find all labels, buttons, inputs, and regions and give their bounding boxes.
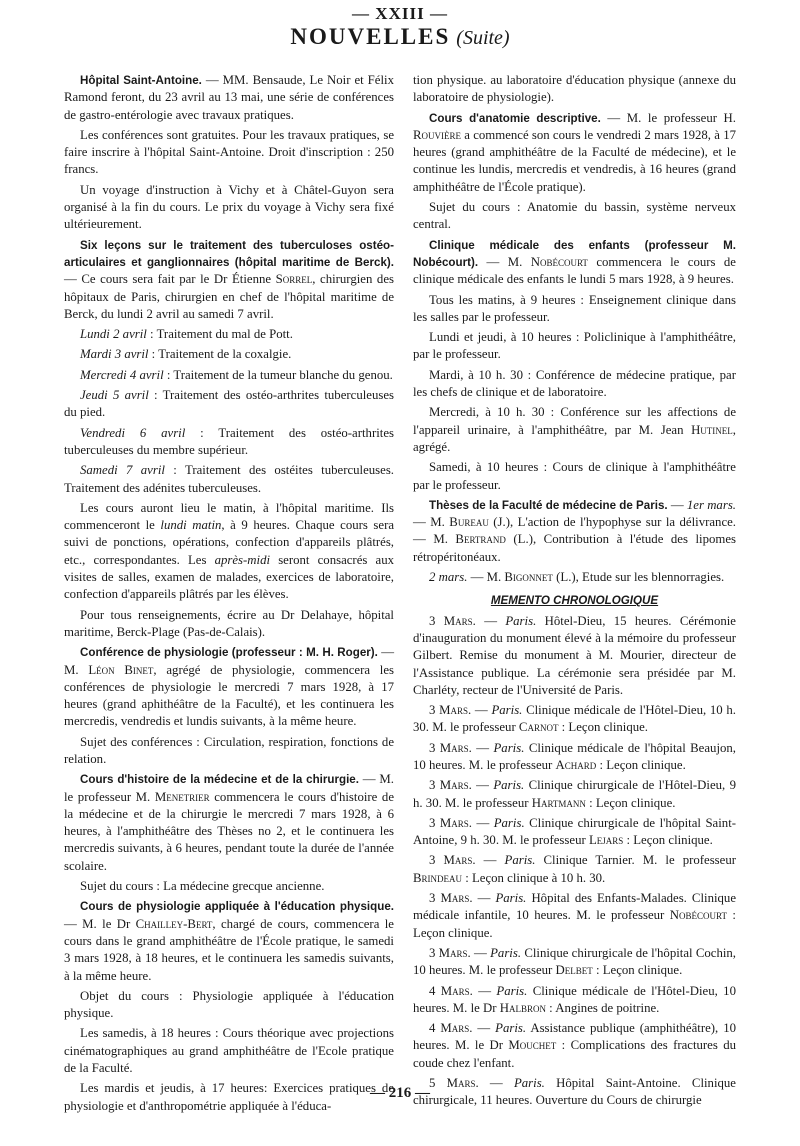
text: Clinique médicale de l'Hôtel-Dieu, 10 h. 30. M. le professeur [413, 703, 737, 735]
paragraph [64, 644, 394, 730]
text: a commencé son cours le vendredi 2 mars 1928, à 17 heures (grand amphithéâtre de la Faculté de médecine), et le continue les lundis, mercredis et vendredis, à 16 heures (grand amphithéâtre de l'École pratique). [413, 127, 736, 194]
text: : Complications des fractures du coude chez l'enfant. [413, 1038, 736, 1070]
text: — [471, 778, 494, 793]
text: : Leçon clinique. [585, 795, 676, 810]
person-name: Halbron [499, 1000, 546, 1015]
person-name: Brindeau [413, 870, 463, 885]
paragraph [413, 569, 736, 586]
schedule-date: Jeudi 5 avril [80, 388, 149, 403]
text: Clinique chirurgicale de l'hôpital Saint-Antoine, 9 h. 30. M. le professeur [413, 815, 737, 848]
paragraph [64, 237, 394, 323]
item-heading: Thèses de la Faculté de médecine de Paris. [429, 498, 668, 512]
schedule-line [64, 462, 394, 497]
emphasis: après-midi [214, 552, 271, 567]
text: — Ce cours sera fait par le Dr Étienne [64, 272, 276, 287]
person-name: Sorrel [275, 272, 313, 287]
text: — M. le professeur M. [64, 772, 395, 804]
text: Hôpital des Enfants-Malades. Clinique médicale infantile, 10 heures. M. le professeur [413, 891, 737, 923]
person-name: Bigonnet [504, 570, 553, 585]
entry-city: Paris. [495, 891, 527, 906]
paragraph: Pour tous renseignements, écrire au Dr Delahaye, hôpital maritime, Berck-Plage (Pas-de-Calais). [64, 607, 394, 639]
entry-date: 3 Mars. [429, 891, 473, 906]
person-name: Bertrand [455, 532, 506, 547]
entry-date: 3 Mars. [429, 613, 476, 628]
paragraph: Les samedis, à 18 heures : Cours théorique avec projections cinématographiques au grand amphithéâtre de l'Ecole pratique de la Faculté. [64, 1026, 394, 1076]
person-name: Nobécourt [669, 908, 727, 923]
text: : Leçon clinique à 10 h. 30. [462, 870, 606, 885]
text: — M. [413, 515, 450, 530]
memento-entry [413, 815, 736, 850]
text: seront consacrés aux visites de salles, examen de malades, exercices de laboratoire, confection d'appareils plâtrés par les élèves. [64, 552, 394, 602]
person-name: Hartmann [531, 795, 586, 810]
paragraph [413, 237, 736, 289]
text: — [471, 703, 492, 718]
schedule-line [64, 326, 394, 343]
memento-entry [413, 702, 736, 737]
text: — [470, 945, 491, 960]
entry-date: 3 Mars. [429, 815, 472, 830]
entry-date: 3 Mars. [429, 853, 476, 868]
text: Clinique chirurgicale de l'Hôtel-Dieu, 9 h. 30. M. le professeur [413, 778, 736, 810]
text: Hôpital Saint-Antoine. Clinique chirurgicale, 11 heures. Ouverture du Cours de chirurgie [413, 1076, 736, 1108]
text: Clinique médicale de l'Hôtel-Dieu, 10 heures. M. le Dr [413, 983, 736, 1015]
entry-date: 4 Mars. [429, 983, 473, 998]
text: — M. le professeur H. [600, 110, 736, 125]
section-title-main: NOUVELLES [290, 24, 451, 49]
text: : Leçon clinique. [596, 757, 686, 772]
text: , agrégé. [413, 422, 736, 454]
text: — [475, 853, 505, 868]
text: Assistance publique (amphithéâtre), 10 heures. M. le Dr [413, 1021, 736, 1053]
text: — M. [64, 645, 394, 677]
paragraph [413, 497, 736, 566]
schedule-date: Mardi 3 avril [80, 347, 149, 362]
entry-city: Paris. [490, 945, 522, 960]
person-name: Léon Binet [88, 662, 154, 677]
person-name: Rouvière [413, 127, 462, 142]
text: : Leçon clinique. [558, 720, 649, 735]
schedule-line [64, 367, 394, 384]
paragraph: Sujet du cours : Anatomie du bassin, système nerveux central. [413, 200, 736, 232]
entry-city: Paris. [496, 983, 528, 998]
text: : Traitement des ostéo-arthrites tuberculeuses du membre supérieur. [64, 425, 394, 457]
entry-date: 3 Mars. [429, 740, 472, 755]
memento-entry [413, 740, 736, 775]
person-name: Achard [555, 757, 597, 772]
item-heading: Hôpital Saint-Antoine. [80, 74, 202, 87]
person-name: Hutinel [691, 422, 733, 437]
entry-date: 3 Mars. [429, 945, 471, 960]
emphasis: lundi matin [160, 518, 222, 533]
paragraph: Sujet du cours : La médecine grecque ancienne. [80, 879, 325, 894]
paragraph [413, 110, 736, 196]
person-name: Menetrier [154, 789, 210, 804]
thesis-date: 1er mars. [686, 497, 736, 512]
memento-heading: MEMENTO CHRONOLOGIQUE [490, 594, 659, 608]
paragraph: Les conférences sont gratuites. Pour les travaux pratiques, se faire inscrire à l'hôpital Saint-Antoine. Droit d'inscription : 250 francs. [64, 127, 394, 177]
person-name: Carnot [518, 720, 559, 735]
text: , chirurgien des hôpitaux de Paris, chirurgien en chef de l'hôpital maritime de Berck, du lundi 2 avril au samedi 7 avril. [64, 272, 394, 321]
paragraph: Lundi et jeudi, à 10 heures : Policlinique à l'amphithéâtre, par le professeur. [413, 330, 736, 362]
schedule-date: Lundi 2 avril [80, 327, 147, 342]
text: commencera le cours d'histoire de la médecine et de la chirurgie le mercredi 7 mars 1928, à 6 heures, à l'amphithéâtre des Thèses no 2, et le continuera les mercredis suivants, à 6 heures, pendant toute la durée de l'année scolaire. [64, 789, 394, 873]
text: , à 9 heures. Chaque cours sera suivi de ponctions, opérations, confection d'appareils plâtrés, etc., correspondantes. Les [64, 518, 395, 567]
entry-city: Paris. [505, 613, 537, 628]
paragraph [413, 404, 736, 456]
text: — [478, 1076, 514, 1091]
item-heading: Clinique médicale des enfants (professeur M. Nobécourt). [413, 238, 736, 269]
paragraph [64, 500, 394, 604]
memento-entry [413, 613, 736, 699]
text: — [472, 1021, 496, 1036]
person-name: Bureau [449, 515, 489, 530]
text: : Leçon clinique. [413, 908, 736, 940]
item-heading: Cours d'histoire de la médecine et de la chirurgie. [80, 773, 359, 787]
paragraph: Samedi, à 10 heures : Cours de clinique à l'amphithéâtre par le professeur. [413, 460, 736, 492]
paragraph: Un voyage d'instruction à Vichy et à Châtel-Guyon sera organisé à la fin du cours. Le prix du voyage à Vichy sera fixé ultérieurement. [64, 182, 394, 232]
text: commencera le cours de clinique médicale des enfants le lundi 5 mars 1928, à 9 heures. [413, 254, 736, 287]
schedule-date: Mercredi 4 avril [80, 367, 164, 382]
text: — [472, 983, 497, 998]
text: (L.), Etude sur les blennorragies. [552, 570, 725, 585]
entry-city: Paris. [493, 778, 525, 793]
item-heading: Six leçons sur le traitement des tuberculoses ostéo-articulaires et ganglionnaires (hôpital maritime de Berck). [64, 238, 394, 269]
paragraph: Les mardis et jeudis, à 17 heures: Exercices pratiques de physiologie et d'anthropométrie appliquée à l'éduca- [64, 1081, 394, 1113]
paragraph: tion physique. au laboratoire d'éducation physique (annexe du laboratoire de physiologie). [413, 73, 736, 105]
entry-date: 4 Mars. [429, 1021, 473, 1036]
text: : Traitement des ostéo-arthrites tuberculeuses du pied. [64, 388, 394, 420]
text: : Traitement de la tumeur blanche du genou. [163, 367, 393, 382]
person-name: Delbet [555, 963, 593, 978]
text: (L.), Contribution à l'étude des lipomes rétropéritonéaux. [413, 532, 736, 564]
left-column [64, 72, 394, 1118]
paragraph: Tous les matins, à 9 heures : Enseignement clinique dans les salles par le professeur. [413, 292, 736, 324]
section-title [0, 24, 800, 50]
entry-city: Paris. [504, 853, 536, 868]
schedule-date: Samedi 7 avril [80, 463, 165, 478]
item-heading: Conférence de physiologie (professeur : M. H. Roger). [80, 646, 378, 660]
person-name: Mouchet [508, 1038, 557, 1053]
memento-entry [413, 945, 736, 980]
text: — M. [478, 254, 531, 269]
text: — M. [467, 570, 505, 585]
entry-city: Paris. [513, 1076, 545, 1091]
text: Les cours auront lieu le matin, à l'hôpital maritime. Ils commenceront le [64, 500, 394, 533]
schedule-date: Vendredi 6 avril [80, 425, 186, 440]
text: (J.), L'action de l'hypophyse sur la délivrance. — M. [413, 515, 737, 547]
text: — [471, 740, 494, 755]
paragraph: Sujet des conférences : Circulation, respiration, fonctions de relation. [64, 734, 394, 766]
schedule-line [64, 346, 394, 363]
text: — [667, 497, 687, 512]
page-number: — 216 — [370, 1085, 430, 1101]
entry-city: Paris. [493, 815, 525, 830]
item-heading: Cours de physiologie appliquée à l'éducation physique. [80, 900, 394, 914]
schedule-line [64, 425, 394, 460]
item-heading: Cours d'anatomie descriptive. [429, 111, 601, 125]
entry-city: Paris. [491, 703, 523, 718]
text: , chargé de cours, commencera le cours dans le grand amphithéâtre de l'École pratique, le samedi 3 mars 1928, à 18 heures, et le continuera les samedis suivants, à la même heure. [64, 916, 394, 983]
text: : Traitement des ostéites tuberculeuses. Traitement des adénites tuberculeuses. [64, 463, 395, 495]
entry-city: Paris. [493, 740, 525, 755]
entry-date: 5 Mars. [429, 1076, 479, 1091]
paragraph [64, 72, 394, 124]
text: Clinique médicale de l'hôpital Beaujon, 10 heures. M. le professeur [413, 740, 736, 772]
text: : Traitement du mal de Pott. [146, 327, 293, 342]
text: — [472, 891, 496, 906]
entry-date: 3 Mars. [429, 703, 472, 718]
text: : Traitement de la coxalgie. [148, 347, 292, 362]
section-title-suite: (Suite) [456, 27, 510, 49]
entry-city: Paris. [495, 1021, 527, 1036]
text: : Leçon clinique. [623, 833, 713, 848]
memento-entry [413, 852, 736, 887]
text: Mercredi, à 10 h. 30 : Conférence sur les affections de l'appareil urinaire, à l'amphithéâtre, par M. Jean [413, 405, 736, 437]
text: : Leçon clinique. [592, 963, 683, 978]
person-name: Chailley-Bert [135, 916, 213, 931]
text: — MM. Bensaude, Le Noir et Félix Ramond feront, du 23 avril au 13 mai, une série de conférences de gastro-entérologie avec travaux pratiques. [64, 73, 394, 122]
memento-entry [413, 1020, 736, 1072]
text: — M. le Dr [64, 916, 136, 931]
entry-date: 3 Mars. [429, 778, 472, 793]
paragraph [64, 771, 394, 875]
paragraph: Objet du cours : Physiologie appliquée à l'éducation physique. [64, 988, 394, 1021]
text: Clinique Tarnier. M. le professeur [535, 853, 736, 868]
text: Hôtel-Dieu, 15 heures. Cérémonie d'inauguration du monument élevé à la mémoire du professeur Gilbert. Remise du monument à M. Mourier, directeur de l'Assistance publique. La cérémonie sera présidée par M. Charléty, recteur de l'Université de Paris. [413, 613, 736, 697]
memento-entry [413, 983, 736, 1018]
paragraph: Mardi, à 10 h. 30 : Conférence de médecine pratique, par les chefs de clinique et de laboratoire. [413, 367, 736, 400]
person-name: Lejars [588, 833, 624, 848]
running-head: — XXIII — [352, 4, 448, 23]
paragraph [64, 898, 394, 984]
person-name: Nobécourt [530, 254, 588, 269]
text: Clinique chirurgicale de l'hôpital Cochin, 10 heures. M. le professeur [413, 945, 736, 978]
schedule-line [64, 387, 394, 422]
memento-entry [413, 890, 736, 942]
text: , agrégé de physiologie, commencera les conférences de physiologie le mercredi 7 mars 1928, à 17 heures (grand aphithéâtre de la Faculté), et les continuera les mercredis, vendredis et lundis suivants, à la même heure. [64, 662, 395, 729]
thesis-date: 2 mars. [429, 570, 468, 585]
text: — [475, 613, 506, 628]
right-column [413, 72, 736, 1113]
text: — [471, 815, 494, 830]
memento-entry [413, 777, 736, 812]
text: : Angines de poitrine. [545, 1000, 660, 1015]
